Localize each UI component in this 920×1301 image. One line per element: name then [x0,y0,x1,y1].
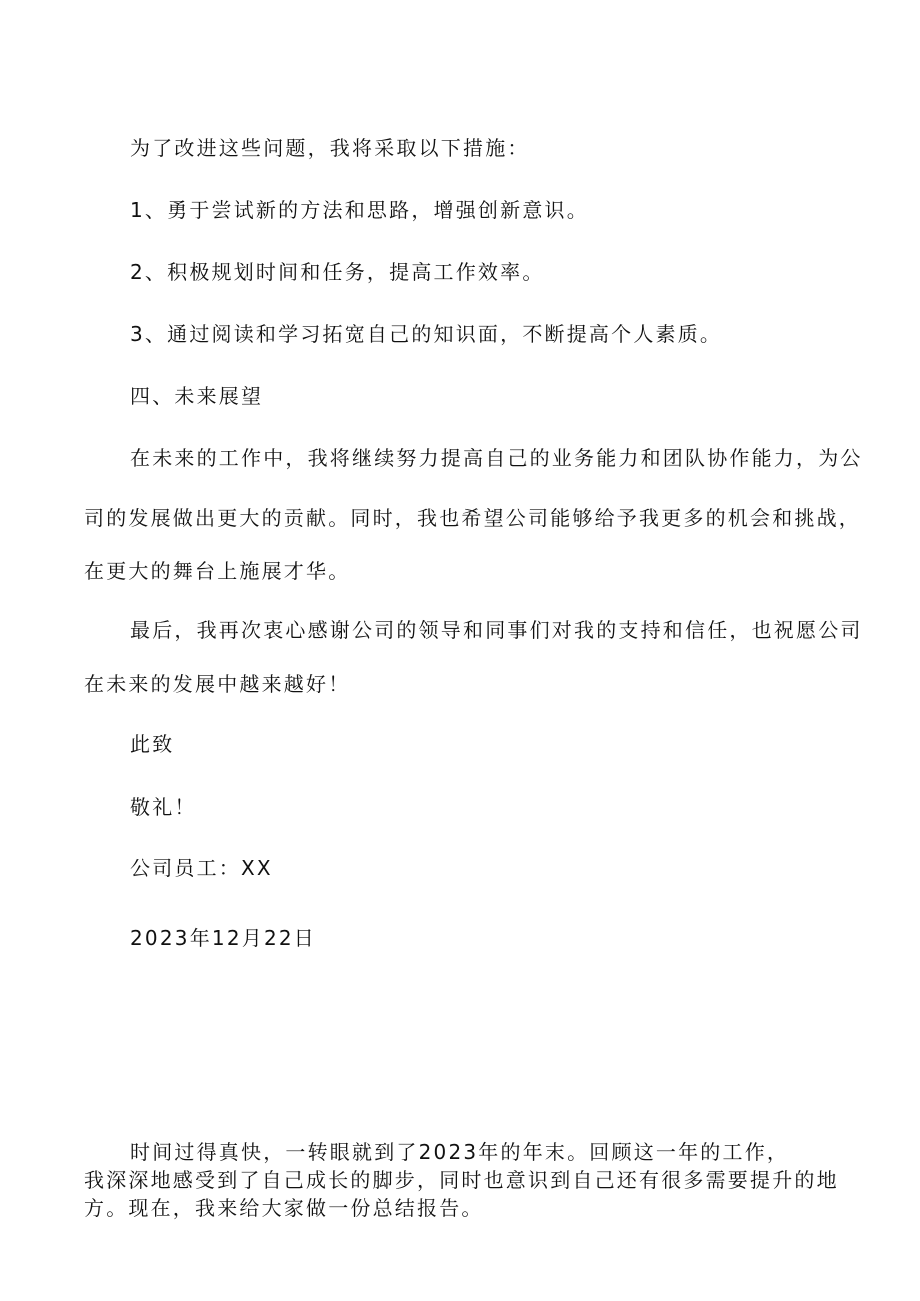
date: 2023年12月22日 [130,926,316,950]
closing-paragraph-line-1: 最后，我再次衷心感谢公司的领导和同事们对我的支持和信任，也祝愿公司 [130,618,863,642]
outlook-paragraph-line-3: 在更大的舞台上施展才华。 [84,559,351,583]
summary-paragraph-line-1: 时间过得真快，一转眼就到了2023年的年末。回顾这一年的工作， [130,1140,790,1164]
closing-paragraph-line-2: 在未来的发展中越来越好！ [84,672,351,696]
measures-intro: 为了改进这些问题，我将采取以下措施： [130,136,530,160]
summary-paragraph-line-3: 方。现在，我来给大家做一份总结报告。 [84,1196,484,1220]
outlook-paragraph-line-1: 在未来的工作中，我将继续努力提高自己的业务能力和团队协作能力，为公 [130,446,863,470]
regards: 敬礼！ [130,795,197,819]
outlook-paragraph-line-2: 司的发展做出更大的贡献。同时，我也希望公司能够给予我更多的机会和挑战， [84,506,861,530]
measure-item-2: 2、积极规划时间和任务，提高工作效率。 [130,260,545,284]
measure-item-1: 1、勇于尝试新的方法和思路，增强创新意识。 [130,198,589,222]
salutation: 此致 [130,732,175,756]
measure-item-3: 3、通过阅读和学习拓宽自己的知识面，不断提高个人素质。 [130,322,723,346]
summary-paragraph-line-2: 我深深地感受到了自己成长的脚步，同时也意识到自己还有很多需要提升的地 [84,1168,839,1192]
signature: 公司员工：XX [130,856,273,880]
section-heading: 四、未来展望 [130,384,264,408]
